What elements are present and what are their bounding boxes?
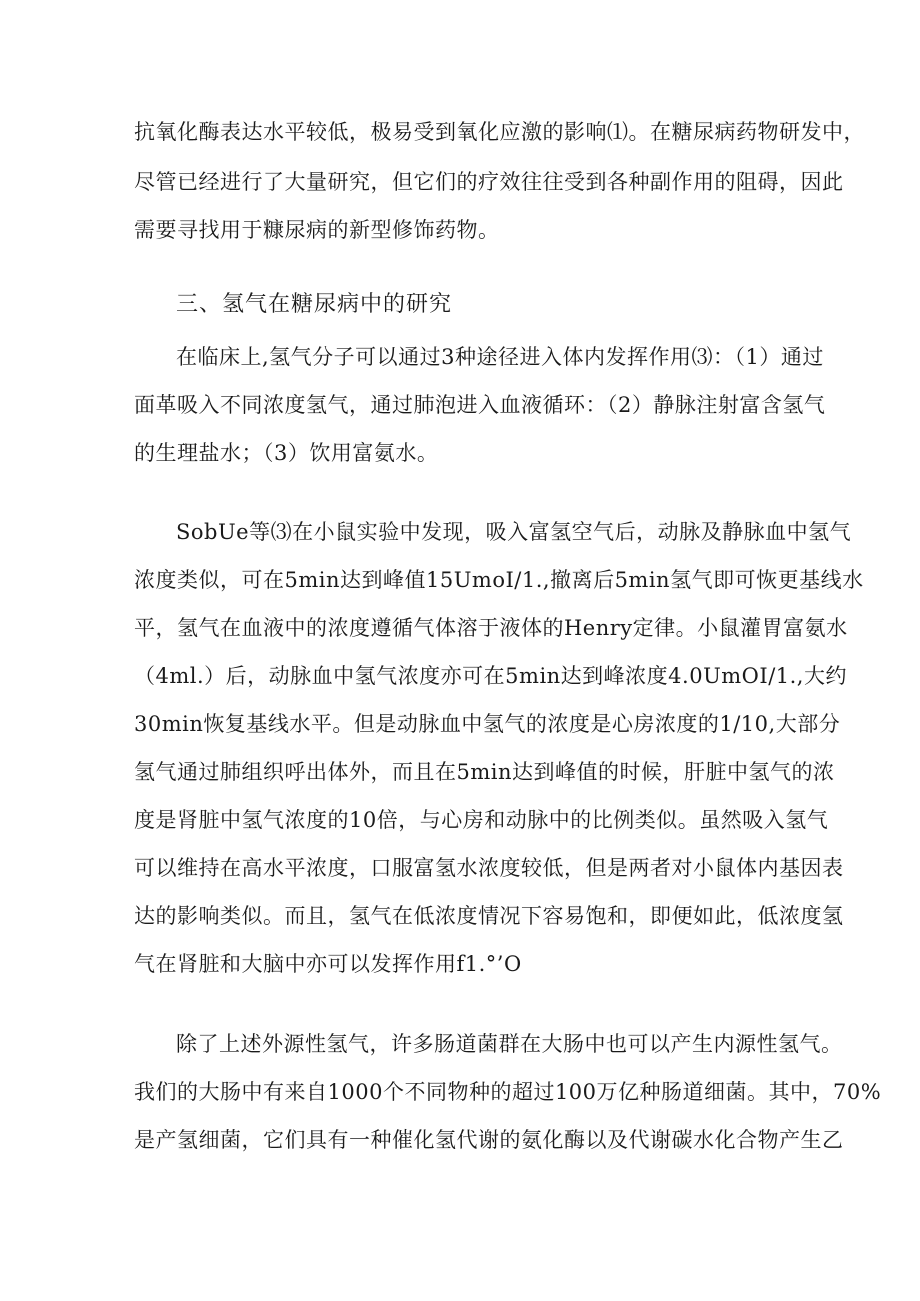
section-heading: 三、氢气在糖尿病中的研究 bbox=[176, 292, 453, 317]
text-line: 我们的大肠中有来自1000个不同物种的超过100万亿种肠道细菌。其中，70% bbox=[134, 1080, 882, 1104]
text-line: 面革吸入不同浓度氢气，通过肺泡进入血液循环：（2）静脉注射富含氢气 bbox=[134, 393, 826, 417]
text-line: 需要寻找用于糠尿病的新型修饰药物。 bbox=[134, 218, 500, 242]
text-line: 达的影响类似。而且，氢气在低浓度情况下容易饱和，即便如此，低浓度氢 bbox=[134, 904, 844, 928]
text-line: SobUe等⑶在小鼠实验中发现，吸入富氢空气后，动脉及静脉血中氢气 bbox=[176, 520, 852, 544]
text-line: 抗氧化酶表达水平较低，极易受到氧化应激的影响⑴。在糖尿病药物研发中， bbox=[134, 120, 865, 144]
text-line: 的生理盐水；（3）饮用富氨水。 bbox=[134, 441, 439, 465]
text-line: 可以维持在高水平浓度，口服富氢水浓度较低，但是两者对小鼠体内基因表 bbox=[134, 856, 844, 880]
text-line: 度是肾脏中氢气浓度的10倍，与心房和动脉中的比例类似。虽然吸入氢气 bbox=[134, 808, 829, 832]
text-line: 气在肾脏和大脑中亦可以发挥作用f1.°’O bbox=[134, 952, 522, 976]
text-line: 氢气通过肺组织呼出体外，而且在5min达到峰值的时候，肝脏中氢气的浓 bbox=[134, 760, 835, 784]
text-line: 尽管已经进行了大量研究，但它们的疗效往往受到各种副作用的阻碍，因此 bbox=[134, 170, 844, 194]
text-line: 是产氢细菌，它们具有一种催化氢代谢的氨化酶以及代谢碳水化合物产生乙 bbox=[134, 1128, 844, 1152]
text-line: 在临床上,氢气分子可以通过3种途径进入体内发挥作用⑶：（1）通过 bbox=[176, 345, 824, 369]
text-line: 浓度类似，可在5min达到峰值15UmoI/1.,撤离后5min氢气即可恢更基线水 bbox=[134, 568, 864, 592]
text-line: 平，氢气在血液中的浓度遵循气体溶于液体的Henry定律。小鼠灌胃富氨水 bbox=[134, 616, 848, 640]
text-line: 除了上述外源性氢气，许多肠道菌群在大肠中也可以产生内源性氢气。 bbox=[176, 1032, 843, 1056]
text-line: （4ml.）后，动脉血中氢气浓度亦可在5min达到峰浓度4.0UmOI/1.,大约 bbox=[134, 664, 847, 688]
text-line: 30min恢复基线水平。但是动脉血中氢气的浓度是心房浓度的1/10,大部分 bbox=[134, 712, 841, 736]
